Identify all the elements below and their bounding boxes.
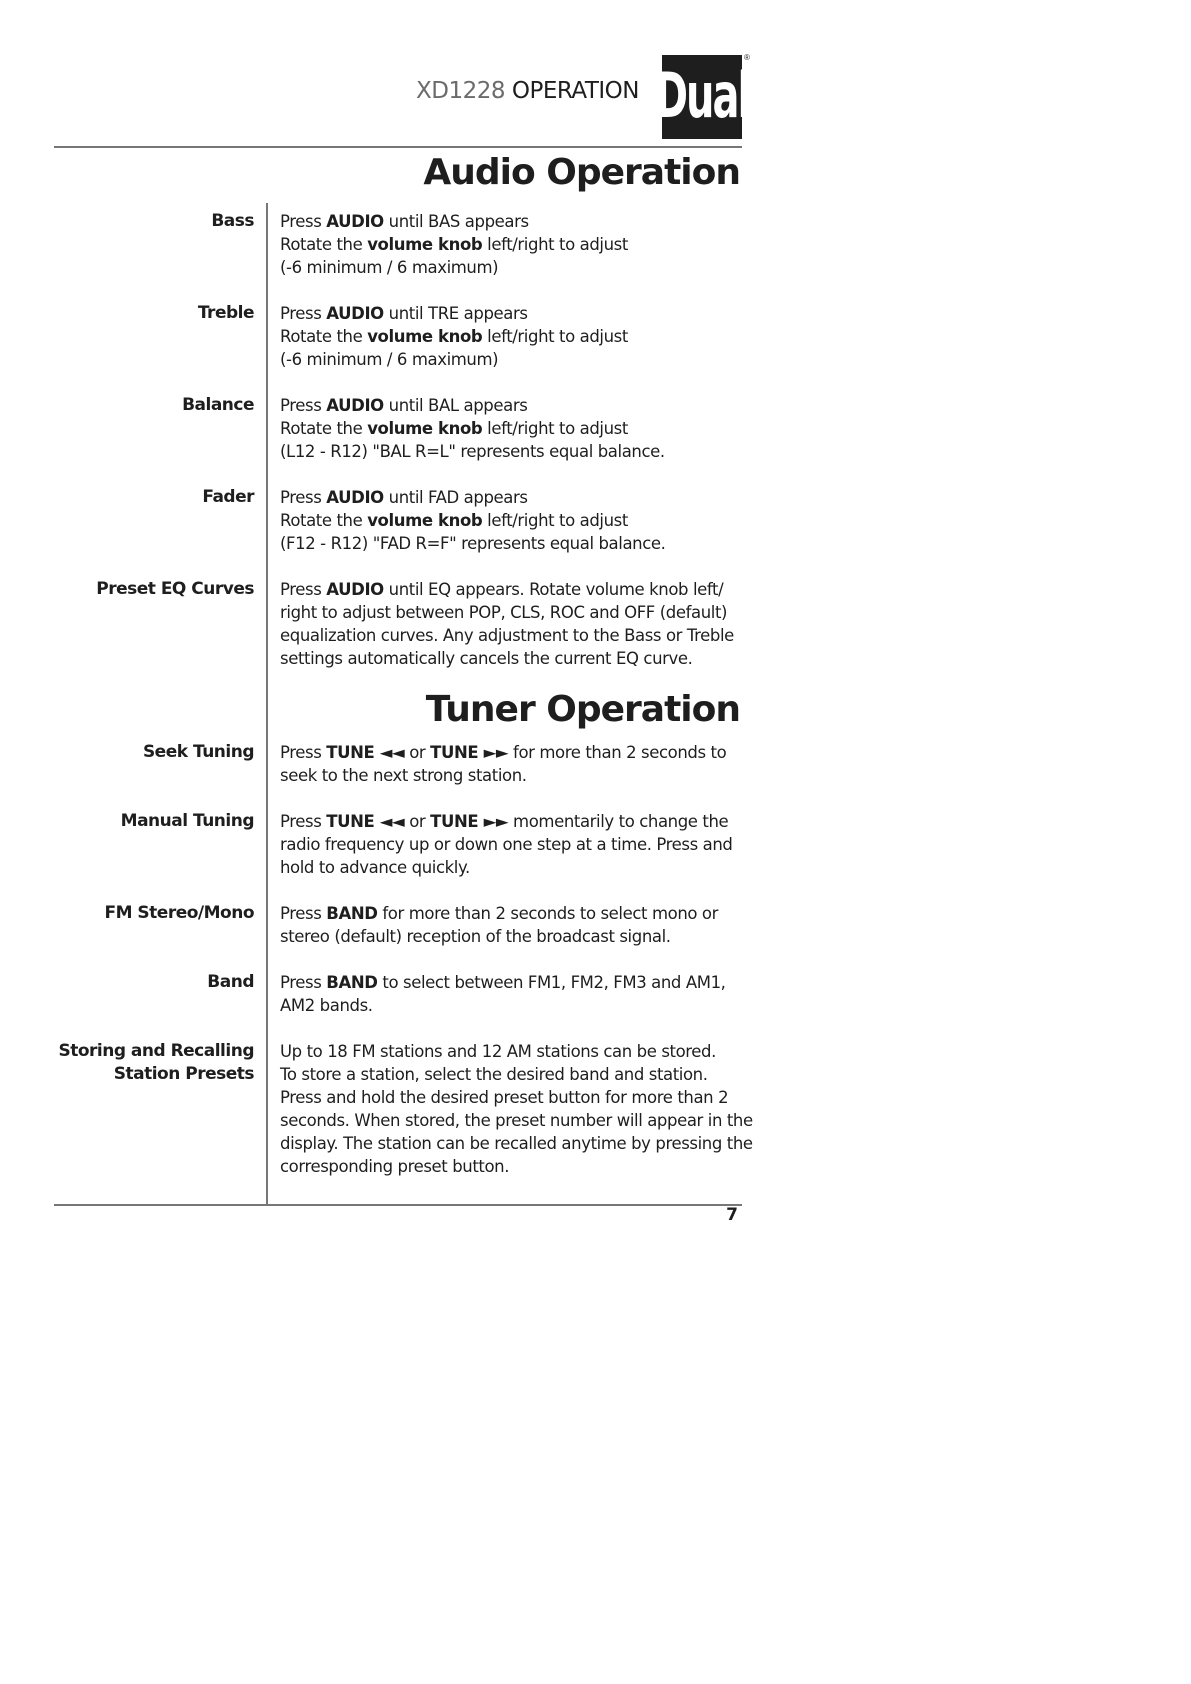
- station-presets-label: Storing and Recalling Station Presets: [58, 1041, 254, 1084]
- tuner-operation-title: Tuner Operation: [425, 689, 740, 730]
- column-divider: [266, 203, 268, 1204]
- bass-description: Press AUDIO until BAS appears Rotate the volume knob left/right to adjust (-6 minimum / 6 maximum): [280, 212, 628, 277]
- header-title: [380, 78, 639, 104]
- treble-description: Press AUDIO until TRE appears Rotate the volume knob left/right to adjust (-6 minimum / 6 maximum): [280, 304, 628, 369]
- model-number: XD1228: [416, 78, 506, 104]
- audio-operation-title: Audio Operation: [423, 152, 740, 193]
- registered-mark: ®: [744, 53, 750, 62]
- logo-text: Dual: [654, 61, 750, 133]
- fader-label: Fader: [202, 487, 254, 507]
- band-label: Band: [207, 972, 254, 992]
- fm-stereo-mono-description: Press BAND for more than 2 seconds to select mono or stereo (default) reception of the broadcast signal.: [280, 904, 719, 946]
- band-description: Press BAND to select between FM1, FM2, FM3 and AM1, AM2 bands.: [280, 973, 726, 1015]
- bass-label: Bass: [211, 211, 254, 231]
- balance-description: Press AUDIO until BAL appears Rotate the volume knob left/right to adjust (L12 - R12) "BAL R=L" represents equal balance.: [280, 396, 665, 461]
- seek-tuning-description: Press TUNE ◄◄ or TUNE ►► for more than 2 seconds to seek to the next strong station.: [280, 743, 727, 785]
- treble-label: Treble: [197, 303, 254, 323]
- balance-label: Balance: [182, 395, 254, 415]
- fm-stereo-mono-label: FM Stereo/Mono: [104, 903, 254, 923]
- preset-eq-label: Preset EQ Curves: [96, 579, 254, 599]
- manual-tuning-description: Press TUNE ◄◄ or TUNE ►► momentarily to change the radio frequency up or down one step at a time. Press and hold to advance quickly.: [280, 812, 733, 877]
- footer-rule: [54, 1204, 742, 1206]
- fader-description: Press AUDIO until FAD appears Rotate the volume knob left/right to adjust (F12 - R12) "FAD R=F" represents equal balance.: [280, 488, 666, 553]
- seek-tuning-label: Seek Tuning: [142, 742, 254, 762]
- manual-tuning-label: Manual Tuning: [120, 811, 254, 831]
- header-rule: [54, 146, 742, 148]
- preset-eq-description: Press AUDIO until EQ appears. Rotate volume knob left/ right to adjust between POP, CLS, ROC and OFF (default) equalization curves. Any adjustment to the Bass or Treble settings automatically cancels the current EQ curve.: [280, 580, 734, 668]
- dual-logo: [654, 55, 750, 139]
- page-number: 7: [726, 1205, 738, 1225]
- station-presets-description: Up to 18 FM stations and 12 AM stations can be stored. To store a station, select the desired band and station. Press and hold the desired preset button for more than 2 seconds. When stored, the preset number will appear in the display. The station can be recalled anytime by pressing the corresponding preset button.: [280, 1042, 753, 1176]
- header-section: OPERATION: [511, 78, 639, 104]
